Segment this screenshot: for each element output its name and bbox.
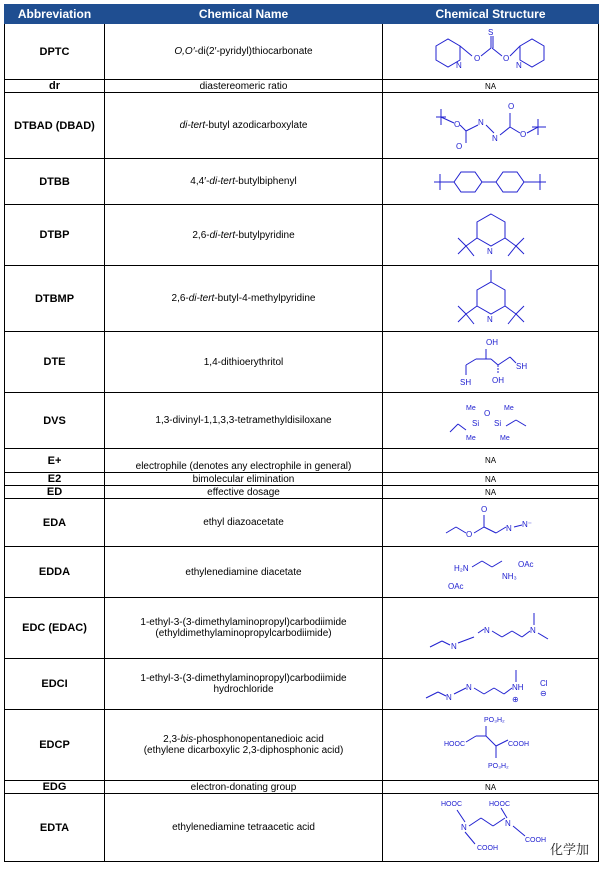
table-row xyxy=(5,499,599,547)
header-abbreviation: Abbreviation xyxy=(5,5,105,24)
abbreviation-cell: EDTA xyxy=(5,794,105,862)
acetate-label: OAc xyxy=(447,582,464,591)
abbreviation-cell: DTBAD (DBAD) xyxy=(5,93,105,159)
table-row xyxy=(5,710,599,781)
oxygen-label: O xyxy=(473,53,480,63)
dvs-structure xyxy=(436,396,546,446)
dptc-structure xyxy=(416,28,566,76)
chemical-name-cell: ethylenediamine tetraacetic acid xyxy=(105,794,383,862)
ammonium-nitrogen-label: NH xyxy=(511,683,524,692)
eda-structure xyxy=(436,503,546,543)
structure-cell: NA xyxy=(383,449,599,473)
abbreviation-cell: dr xyxy=(5,80,105,93)
table-row xyxy=(5,80,599,93)
plus-charge-label: ⊕ xyxy=(511,695,519,704)
structure-cell xyxy=(383,499,599,547)
carboxyl-label: HOOC xyxy=(488,800,510,808)
table-row xyxy=(5,598,599,659)
table-row xyxy=(5,159,599,205)
structure-cell xyxy=(383,266,599,332)
table-header-row xyxy=(5,5,599,24)
oxygen-label: O xyxy=(502,53,509,63)
structure-cell xyxy=(383,332,599,393)
chemical-name-line: 1-ethyl-3-(3-dimethylaminopropyl)carbodiimide xyxy=(140,673,347,684)
abbreviation-cell: E+ xyxy=(5,449,105,473)
header-chemical-name: Chemical Name xyxy=(105,5,383,24)
nitrogen-label: N xyxy=(460,822,467,832)
thiol-label: SH xyxy=(515,362,527,371)
structure-cell: NA xyxy=(383,473,599,486)
table-row xyxy=(5,266,599,332)
abbreviation-cell: DTBP xyxy=(5,205,105,266)
silicon-label: Si xyxy=(471,418,479,428)
carboxyl-label: HOOC xyxy=(443,741,465,748)
abbreviation-cell: EDC (EDAC) xyxy=(5,598,105,659)
diazo-nitrogen-label: N⁻ xyxy=(521,519,532,529)
chemical-name-cell: di-tert-butyl azodicarboxylate xyxy=(105,93,383,159)
chemical-name-cell: bimolecular elimination xyxy=(105,473,383,486)
structure-cell xyxy=(383,205,599,266)
dtbad-structure xyxy=(426,97,556,155)
methyl-label: Me xyxy=(499,434,510,442)
table-row xyxy=(5,93,599,159)
chemical-name-cell xyxy=(105,710,383,781)
table-row xyxy=(5,781,599,794)
nitrogen-label: N xyxy=(465,683,472,692)
hydroxyl-label: OH xyxy=(491,376,504,385)
table-row xyxy=(5,393,599,449)
chemical-name-line: (ethylene dicarboxylic 2,3-diphosphonic acid) xyxy=(143,745,344,756)
edda-structure xyxy=(436,549,546,595)
structure-cell xyxy=(383,393,599,449)
chemical-name-line: 2,3-bis-phosphonopentanedioic acid xyxy=(163,734,324,745)
table-row xyxy=(5,449,599,473)
abbreviation-cell: EDDA xyxy=(5,547,105,598)
carboxyl-label: COOH xyxy=(524,836,546,844)
nitrogen-label: N xyxy=(445,693,452,702)
table-row xyxy=(5,547,599,598)
edcp-structure xyxy=(426,712,556,778)
chemical-name-cell: 4,4′-di-tert-butylbiphenyl xyxy=(105,159,383,205)
nitrogen-label: N xyxy=(505,523,512,533)
abbreviation-cell: DPTC xyxy=(5,24,105,80)
dtbmp-structure xyxy=(436,268,546,330)
structure-cell xyxy=(383,93,599,159)
header-chemical-structure: Chemical Structure xyxy=(383,5,599,24)
structure-cell xyxy=(383,24,599,80)
methyl-label: Me xyxy=(465,404,476,412)
nitrogen-label: N xyxy=(504,818,511,828)
nitrogen-label: N xyxy=(477,117,484,127)
chemical-name-cell xyxy=(105,659,383,710)
amine-label: H₂N xyxy=(453,564,469,573)
table-row xyxy=(5,332,599,393)
dtbp-structure xyxy=(436,208,546,262)
oxygen-label: O xyxy=(455,141,462,151)
abbreviation-cell: E2 xyxy=(5,473,105,486)
chemical-name-line: (ethyldimethylaminopropylcarbodiimide) xyxy=(155,628,332,639)
nitrogen-label: N xyxy=(529,626,536,635)
table-row xyxy=(5,473,599,486)
dtbb-structure xyxy=(426,165,556,199)
oxygen-label: O xyxy=(507,101,514,111)
chemical-name-line: hydrochloride xyxy=(213,684,274,695)
abbreviation-cell: EDCI xyxy=(5,659,105,710)
table-row xyxy=(5,205,599,266)
nitrogen-label: N xyxy=(491,133,498,143)
methyl-label: Me xyxy=(503,404,514,412)
nitrogen-label: N xyxy=(486,247,493,256)
structure-cell xyxy=(383,598,599,659)
table-row xyxy=(5,794,599,862)
chemical-name-cell: ethylenediamine diacetate xyxy=(105,547,383,598)
nitrogen-label: N xyxy=(515,60,522,70)
chemical-name-cell: 2,6-di-tert-butyl-4-methylpyridine xyxy=(105,266,383,332)
carboxyl-label: HOOC xyxy=(440,800,462,808)
oxygen-label: O xyxy=(465,529,472,539)
carboxyl-label: COOH xyxy=(476,844,498,852)
chemical-name-cell: 1,3-divinyl-1,1,3,3-tetramethyldisiloxane xyxy=(105,393,383,449)
nitrogen-label: N xyxy=(450,642,457,651)
oxygen-label: O xyxy=(483,408,490,418)
chemical-name-line: 1-ethyl-3-(3-dimethylaminopropyl)carbodiimide xyxy=(140,617,347,628)
abbreviation-table xyxy=(4,4,599,862)
thiol-label: SH xyxy=(459,378,471,387)
chemical-name-cell: 1,4-dithioerythritol xyxy=(105,332,383,393)
edc-structure xyxy=(416,603,566,653)
ammonium-label: NH₃ xyxy=(501,572,517,581)
nitrogen-label: N xyxy=(483,626,490,635)
oxygen-label: O xyxy=(480,504,487,514)
oxygen-label: O xyxy=(519,129,526,139)
structure-cell: NA xyxy=(383,781,599,794)
oxygen-label: O xyxy=(453,119,460,129)
silicon-label: Si xyxy=(493,418,501,428)
carboxyl-label: COOH xyxy=(507,741,529,748)
abbreviation-cell: ED xyxy=(5,486,105,499)
abbreviation-cell: DTE xyxy=(5,332,105,393)
minus-charge-label: ⊖ xyxy=(539,689,547,698)
phosphono-label: PO₃H₂ xyxy=(487,763,509,770)
dte-structure xyxy=(436,335,546,389)
acetate-label: OAc xyxy=(517,560,534,569)
sulfur-label: S xyxy=(487,27,493,37)
abbreviation-cell: DTBMP xyxy=(5,266,105,332)
chemical-name-cell: 2,6-di-tert-butylpyridine xyxy=(105,205,383,266)
methyl-label: Me xyxy=(465,434,476,442)
chemical-name-cell: ethyl diazoacetate xyxy=(105,499,383,547)
abbreviation-cell: DVS xyxy=(5,393,105,449)
chemical-name-cell: electron-donating group xyxy=(105,781,383,794)
structure-cell xyxy=(383,710,599,781)
edta-structure xyxy=(421,796,561,860)
table-row xyxy=(5,659,599,710)
phosphono-label: PO₃H₂ xyxy=(483,717,505,724)
table-row xyxy=(5,486,599,499)
structure-cell: NA xyxy=(383,80,599,93)
watermark: 化学加 xyxy=(547,838,592,859)
chloride-label: Cl xyxy=(539,679,548,688)
chemical-name-cell: diastereomeric ratio xyxy=(105,80,383,93)
abbreviation-cell: EDG xyxy=(5,781,105,794)
abbreviation-cell: EDCP xyxy=(5,710,105,781)
table-row xyxy=(5,24,599,80)
structure-cell xyxy=(383,659,599,710)
abbreviation-cell: DTBB xyxy=(5,159,105,205)
nitrogen-label: N xyxy=(455,60,462,70)
chemical-name-cell: effective dosage xyxy=(105,486,383,499)
edci-structure xyxy=(416,662,566,706)
chemical-name-cell xyxy=(105,598,383,659)
hydroxyl-label: OH xyxy=(485,338,498,347)
chemical-name-cell: O,O′-di(2′-pyridyl)thiocarbonate xyxy=(105,24,383,80)
structure-cell xyxy=(383,547,599,598)
chemical-name-cell: electrophile (denotes any electrophile in general) xyxy=(105,449,383,473)
abbreviation-cell: EDA xyxy=(5,499,105,547)
nitrogen-label: N xyxy=(486,314,493,324)
structure-cell xyxy=(383,159,599,205)
structure-cell: NA xyxy=(383,486,599,499)
